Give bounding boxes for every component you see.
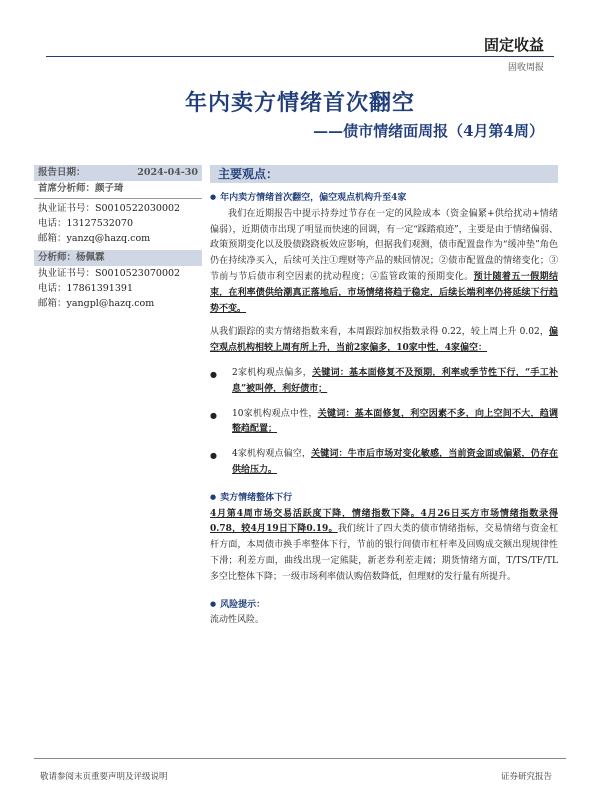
report-subtitle: ——债市情绪面周报（4月第4周） bbox=[313, 122, 544, 140]
bullet-icon: ● bbox=[210, 451, 217, 461]
chief-analyst-name: 首席分析师：颜子琦 bbox=[38, 183, 124, 194]
report-subcategory: 固收周报 bbox=[507, 63, 544, 73]
report-date-value: 2024-04-30 bbox=[137, 167, 198, 178]
bearish-keywords: 关键词：牛市后市场对变化敏感，当前资金面或偏紧，仍存在供给压力。 bbox=[232, 449, 558, 475]
bullet-icon: ● bbox=[210, 369, 217, 379]
report-title: 年内卖方情绪首次翻空 bbox=[184, 90, 415, 116]
overview-conclusion: 预计随着五一假期结束，在利率债供给潮真正落地后，市场情绪将趋于稳定，后续长端利率仍将延续下行趋势不变。 bbox=[210, 271, 558, 314]
section-sentiment-decline: ● 卖方情绪整体下行 bbox=[210, 489, 558, 507]
analyst-phone: 电话：17861391391 bbox=[38, 283, 133, 294]
footer-report-type: 证券研究报告 bbox=[500, 772, 552, 782]
section-sentiment-flip: ● 年内卖方情绪首次翻空，偏空观点机构升至4家 bbox=[210, 189, 558, 207]
indicators-highlight: 4月第4周市场交易活跃度下降，情绪指数下降。4月26日买方市场情绪指数录得0.78，较4月19日下降0.19。 bbox=[210, 508, 558, 535]
chief-analyst-email[interactable]: 邮箱：yanzq@hazq.com bbox=[38, 233, 151, 244]
report-date-row bbox=[34, 165, 202, 181]
paragraph-index bbox=[210, 325, 558, 357]
chief-analyst-cert: 执业证书号：S0010522030002 bbox=[38, 203, 181, 214]
paragraph-overview bbox=[210, 207, 558, 318]
bullet-neutral bbox=[210, 407, 558, 439]
paragraph-indicators bbox=[210, 507, 558, 586]
bearish-count: 4家机构观点偏空， bbox=[232, 449, 312, 460]
report-date-label: 报告日期： bbox=[38, 167, 86, 178]
bullet-bearish bbox=[210, 447, 558, 479]
neutral-keywords: 关键词：基本面修复，利空因素不多，向上空间不大，趋调整趋配置； bbox=[232, 408, 558, 435]
bullish-keywords: 关键词：基本面修复不及预期，利率或季节性下行，“手工补息”被叫停，利好债市； bbox=[232, 367, 558, 394]
bullet-bullish bbox=[210, 366, 558, 398]
report-category: 固定收益 bbox=[483, 36, 544, 54]
divider bbox=[34, 198, 202, 199]
index-text: 从我们跟踪的卖方情绪指数来看，本周跟踪加权指数录得 0.22，较上周上升 0.02， bbox=[210, 327, 549, 338]
footer-rule bbox=[34, 758, 566, 759]
bullish-count: 2家机构观点偏多， bbox=[232, 367, 313, 378]
neutral-count: 10家机构观点中性， bbox=[232, 408, 318, 419]
chief-analyst-phone: 电话：13127532070 bbox=[38, 218, 133, 229]
analyst-email[interactable]: 邮箱：yangpl@hazq.com bbox=[38, 298, 155, 309]
indicators-text: 我们统计了四大类的债市情绪指标，交易情绪与资金杠杆方面，本周债市换手率整体下行，节前的银行间债市杠杆率及回购成交额出现规律性下滑；利差方面，曲线出现一定熊陡，新老券利差走阔；期货情绪方面，T/TS/TF/TL 多空比整体下降；一级市场利率债认购倍数降低，但理财的发行量有所提升。 bbox=[210, 524, 558, 582]
bullet-icon: ● bbox=[210, 410, 217, 420]
index-highlight: 偏空观点机构相较上周有所上升，当前2家偏多，10家中性，4家偏空： bbox=[210, 327, 558, 354]
footer-disclaimer[interactable]: 敬请参阅末页重要声明及评级说明 bbox=[40, 772, 168, 782]
header-rule bbox=[46, 56, 554, 57]
analyst-cert: 执业证书号：S0010523070002 bbox=[38, 268, 181, 279]
section-risk-warning: ● 风险提示： bbox=[210, 596, 558, 614]
risk-text: 流动性风险。 bbox=[210, 615, 265, 626]
overview-text: 我们在近期报告中提示持券过节存在一定的风险成本（资金偏紧+供给扰动+情绪偏弱），近期债市出现了明显而快速的回调，有一定“踩踏痕迹”，主要是由于情绪偏弱、政策预期变化以及股债跷跷板效应影响，但据我们观测，债市配置盘作为“缓冲垫”角色仍在持续净买入，后续可关注①理财等产品的赎回情况；②债市配置盘的情绪变化；③节前与节后债市利空因素的扰动程度；④监管政策的预期变化。 bbox=[210, 208, 558, 282]
analyst-sidebar bbox=[34, 165, 202, 311]
analyst-name: 分析师：杨佩霖 bbox=[34, 250, 202, 266]
key-points-heading: 主要观点： bbox=[210, 165, 558, 183]
main-content bbox=[210, 165, 558, 629]
